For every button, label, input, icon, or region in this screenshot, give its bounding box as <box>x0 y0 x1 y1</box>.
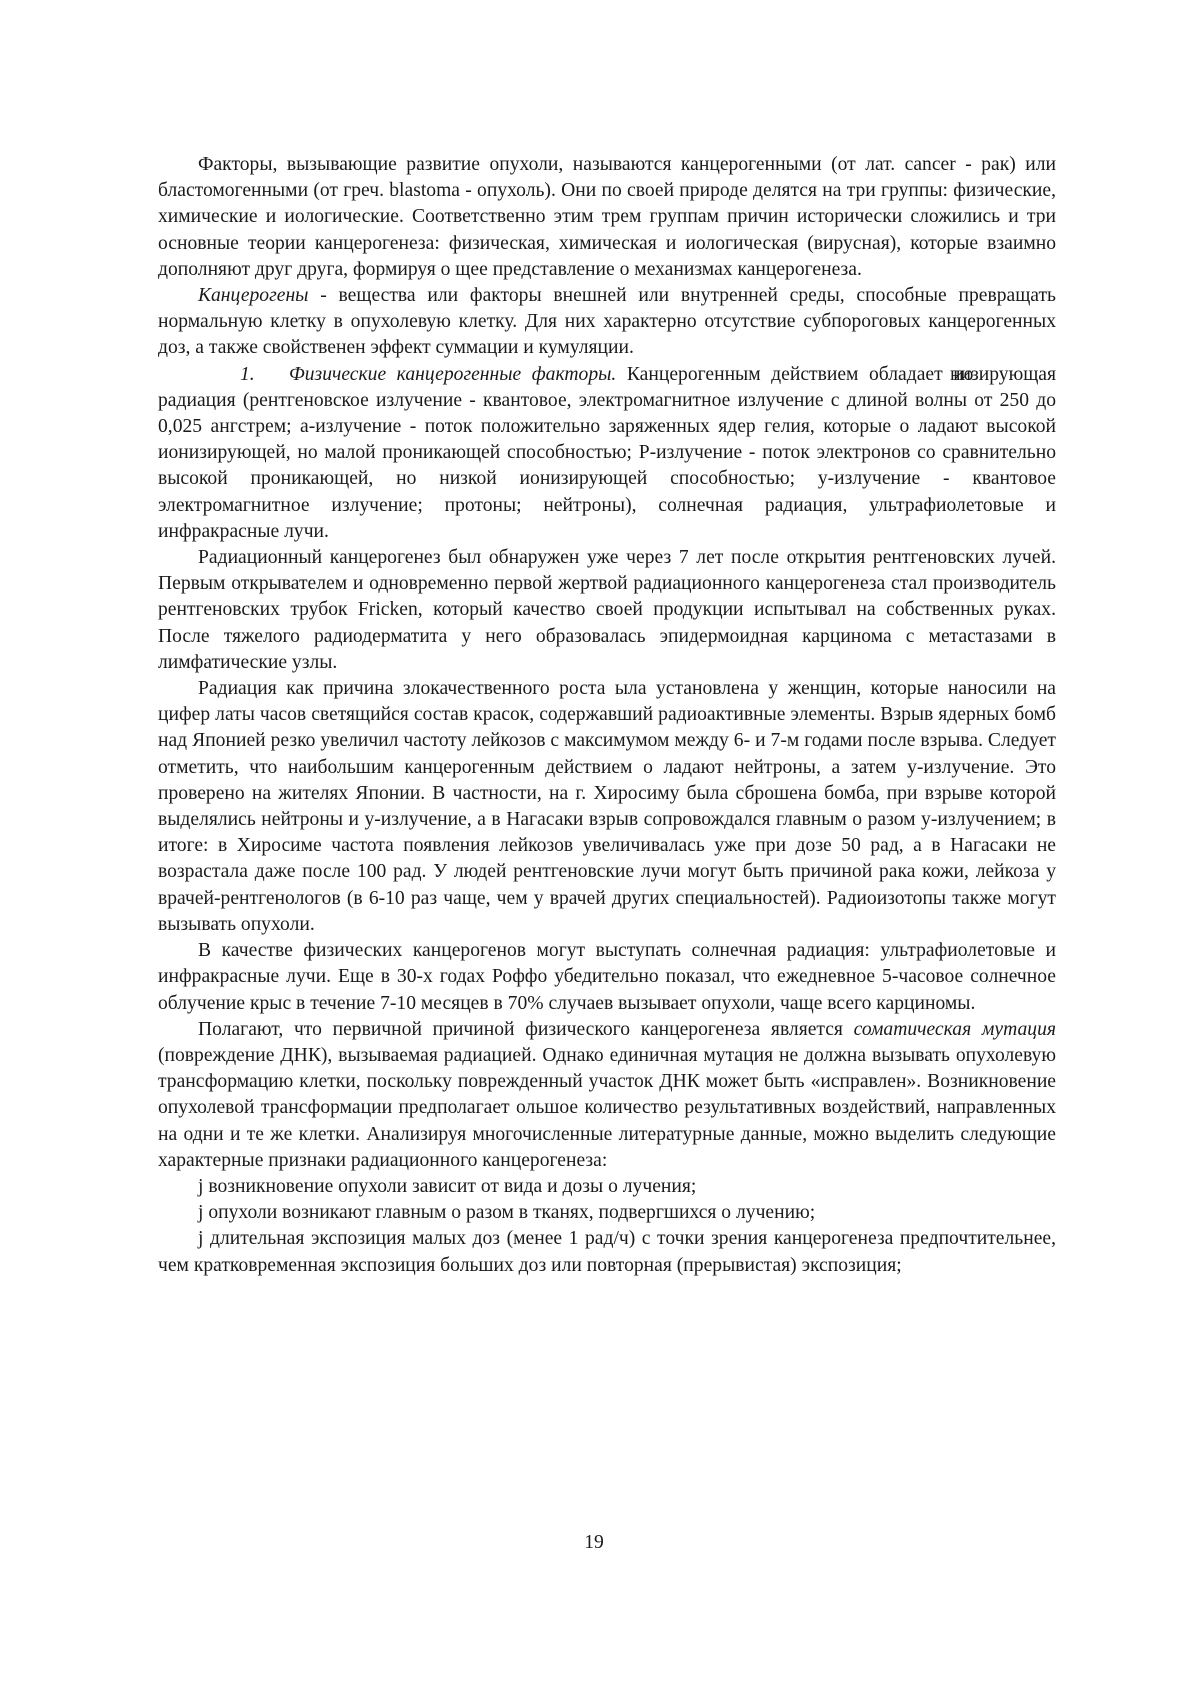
term-somatic-mutation: соматическая мутация <box>853 1018 1056 1040</box>
section-number: 1. <box>240 363 255 385</box>
list-item: j длительная экспозиция малых доз (менее 1 рад/ч) с точки зрения канцерогенеза предпочтительнее, чем кратковременная экспозиция больших доз или повторная (прерывистая) экспозиция; <box>158 1228 1056 1276</box>
physical-factors-lead-text: Канцерогенным действием обладает ио <box>616 363 974 385</box>
section-heading: Физические канцерогенные факторы. <box>289 363 617 385</box>
somatic-mutation-text-start: Полагают, что первичной причиной физического канцерогенеза является <box>198 1018 854 1040</box>
paragraph-carcinogenic-factors: Факторы, вызывающие развитие опухоли, называются канцерогенными (от лат. cancer - рак) или бластомогенными (от греч. blastoma - опухоль). Они по своей природе делятся на три группы: физические, химические и иологические. Соответственно этим трем группам причин исторически сложились и три основные теории канцерогенеза: физическая, химическая и иологическая (вирусная), которые взаимно дополняют друг друга, формируя о щее представление о механизмах канцерогенеза. <box>158 154 1056 280</box>
paragraph-somatic-mutation <box>158 1017 1056 1174</box>
paragraph-radiation-discovery: Радиационный канцерогенез был обнаружен уже через 7 лет после открытия рентгеновских лучей. Первым открывателем и одновременно первой жертвой радиационного канцерогенеза стал производитель рентгеновских трубок Fricken, который качество своей продукции испытывал на собственных руках. После тяжелого радиодерматита у него образовалась эпидермоидная карцинома с метастазами в лимфатические узлы. <box>158 547 1056 673</box>
paragraph-carcinogens-definition <box>158 283 1056 362</box>
body-text <box>158 152 1056 1279</box>
carcinogens-definition-text: - вещества или факторы внешней или внутренней среды, способные превращать нормальную клетку в опухолевую клетку. Для них характерно отсутствие субпороговых канцерогенных доз, а также свойственен эффект суммации и кумуляции. <box>158 285 1056 359</box>
paragraph-solar-radiation: В качестве физических канцерогенов могут выступать солнечная радиация: ультрафиолетовые и инфракрасные лучи. Еще в 30-х годах Роффо убедительно показал, что ежедневное 5-часовое солнечное облучение крыс в течение 7-10 месяцев в 70% случаев вызывает опухоли, чаще всего карциномы. <box>158 940 1056 1014</box>
paragraph-radiation-japan: Радиация как причина злокачественного роста ыла установлена у женщин, которые наносили на цифер латы часов светящийся состав красок, содержавший радиоактивные элементы. Взрыв ядерных бомб над Японией резко увеличил частоту лейкозов с максимумом между 6- и 7-м годами после взрыва. Следует отметить, что наибольшим канцерогенным действием о ладают нейтроны, а затем у-излучение. Это проверено на жителях Японии. В частности, на г. Хиросиму была сброшена бомба, при взрыве которой выделялись нейтроны и у-излучение, а в Нагасаки взрыв сопровождался главным о разом у-излучением; в итоге: в Хиросиме частота появления лейкозов увеличивалась уже при дозе 50 рад, а в Нагасаки не возрастала даже после 100 рад. У людей рентгеновские лучи могут быть причиной рака кожи, лейкоза у врачей-рентгенологов (в 6-10 раз чаще, чем у врачей других специальностей). Радиоизотопы также могут вызывать опухоли. <box>158 678 1056 935</box>
list-item: j опухоли возникают главным о разом в тканях, подвергшихся о лучению; <box>198 1202 816 1224</box>
list-item: j возникновение опухоли зависит от вида и дозы о лучения; <box>198 1175 697 1197</box>
page-number: 19 <box>584 1532 604 1553</box>
somatic-mutation-text-end: (повреждение ДНК), вызываемая радиацией. Однако единичная мутация не должна вызывать опухолевую трансформацию клетки, поскольку поврежденный участок ДНК может быть «исправлен». Возникновение опухолевой трансформации предполагает ольшое количество результативных воздействий, направленных на одни и те же клетки. Анализируя многочисленные литературные данные, можно выделить следующие характерные признаки радиационного канцерогенеза: <box>158 1044 1056 1171</box>
physical-factors-text: низирующая радиация (рентгеновское излучение - квантовое, электромагнитное излучение с длиной волны от 250 до 0,025 ангстрем; а-излучение - поток положительно заряженных ядер гелия, которые о ладают высокой ионизирующей, но малой проникающей способностью; Р-излучение - поток электронов со сравнительно высокой проникающей, но низкой ионизирующей способностью; у-излучение - квантовое электромагнитное излучение; протоны; нейтроны), солнечная радиация, ультрафиолетовые и инфракрасные лучи. <box>158 363 1057 542</box>
paragraph-physical-factors <box>158 362 1056 545</box>
term-carcinogens: Канцерогены <box>198 285 309 307</box>
physical-factors-lead-in <box>199 364 973 385</box>
